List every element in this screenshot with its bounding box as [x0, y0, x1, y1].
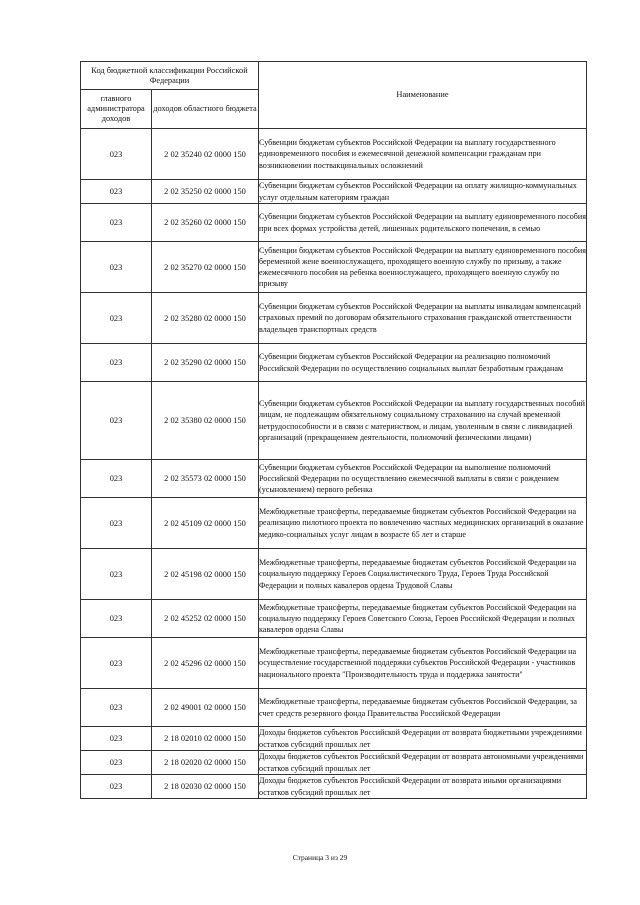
- cell-income-name: Межбюджетные трансферты, передаваемые бюджетам субъектов Российской Федерации на реализацию пилотного проекта по вовлечению частных медицинских организаций в оказание медико-социальных услуг лицам в возрасте 65 лет и старше: [259, 498, 587, 549]
- cell-income-name: Доходы бюджетов субъектов Российской Федерации от возврата бюджетными учреждениями остатков субсидий прошлых лет: [259, 727, 587, 751]
- table-header: [81, 62, 587, 129]
- table-row: [81, 638, 587, 689]
- header-main-administrator: главного администратора доходов: [81, 90, 152, 129]
- table-body: [81, 129, 587, 799]
- cell-income-code: 2 02 35573 02 0000 150: [152, 460, 259, 498]
- cell-administrator-code: 023: [81, 204, 152, 242]
- header-name: Наименование: [259, 62, 587, 129]
- table-row: [81, 242, 587, 293]
- cell-administrator-code: 023: [81, 498, 152, 549]
- cell-income-code: 2 02 45252 02 0000 150: [152, 600, 259, 638]
- table-row: [81, 549, 587, 600]
- table-row: [81, 727, 587, 751]
- cell-income-name: Субвенции бюджетам субъектов Российской Федерации на выполнение полномочий Российской Федерации по осуществлению ежемесячной выплаты в связи с рождением (усыновлением) первого ребенка: [259, 460, 587, 498]
- cell-income-name: Субвенции бюджетам субъектов Российской Федерации на выплату государственного единовременного пособия и ежемесячной денежной компенсации гражданам при возникновении поствакцинальных осложнений: [259, 129, 587, 180]
- table-row: [81, 382, 587, 460]
- cell-income-code: 2 02 35270 02 0000 150: [152, 242, 259, 293]
- header-classification-code: Код бюджетной классификации Российской Федерации: [81, 62, 259, 90]
- cell-administrator-code: 023: [81, 727, 152, 751]
- cell-income-code: 2 18 02020 02 0000 150: [152, 751, 259, 775]
- cell-income-code: 2 02 35260 02 0000 150: [152, 204, 259, 242]
- cell-administrator-code: 023: [81, 638, 152, 689]
- cell-income-name: Субвенции бюджетам субъектов Российской Федерации на выплату государственных пособий лицам, не подлежащим обязательному социальному страхованию на случай временной нетрудоспособности и в связи с материнством, и лицам, уволенным в связи с ликвидацией организаций (прекращением деятельности, полномочий физическими лицами): [259, 382, 587, 460]
- cell-income-code: 2 02 45198 02 0000 150: [152, 549, 259, 600]
- cell-administrator-code: 023: [81, 460, 152, 498]
- cell-income-code: 2 02 35250 02 0000 150: [152, 180, 259, 204]
- cell-administrator-code: 023: [81, 242, 152, 293]
- cell-income-name: Доходы бюджетов субъектов Российской Федерации от возврата иными организациями остатков субсидий прошлых лет: [259, 775, 587, 799]
- header-regional-income: доходов областного бюджета: [152, 90, 259, 129]
- cell-administrator-code: 023: [81, 129, 152, 180]
- table-row: [81, 498, 587, 549]
- table-row: [81, 600, 587, 638]
- cell-administrator-code: 023: [81, 775, 152, 799]
- cell-income-name: Субвенции бюджетам субъектов Российской Федерации на выплату единовременного пособия при всех формах устройства детей, лишенных родительского попечения, в семью: [259, 204, 587, 242]
- cell-income-name: Доходы бюджетов субъектов Российской Федерации от возврата автономными учреждениями остатков субсидий прошлых лет: [259, 751, 587, 775]
- table-row: [81, 180, 587, 204]
- cell-income-code: 2 02 45296 02 0000 150: [152, 638, 259, 689]
- cell-administrator-code: 023: [81, 600, 152, 638]
- cell-administrator-code: 023: [81, 180, 152, 204]
- cell-income-name: Межбюджетные трансферты, передаваемые бюджетам субъектов Российской Федерации, за счет средств резервного фонда Правительства Российской Федерации: [259, 689, 587, 727]
- cell-income-name: Субвенции бюджетам субъектов Российской Федерации на реализацию полномочий Российской Федерации по осуществлению социальных выплат безработным гражданам: [259, 344, 587, 382]
- cell-income-code: 2 02 35290 02 0000 150: [152, 344, 259, 382]
- table-row: [81, 460, 587, 498]
- cell-income-name: Субвенции бюджетам субъектов Российской Федерации на выплаты инвалидам компенсаций страховых премий по договорам обязательного страхования гражданской ответственности владельцев транспортных средств: [259, 293, 587, 344]
- cell-administrator-code: 023: [81, 751, 152, 775]
- cell-income-code: 2 02 35380 02 0000 150: [152, 382, 259, 460]
- table-row: [81, 751, 587, 775]
- cell-income-name: Межбюджетные трансферты, передаваемые бюджетам субъектов Российской Федерации на осуществление государственной поддержки субъектов Российской Федерации - участников национального проекта "Производительность труда и поддержка занятости": [259, 638, 587, 689]
- cell-income-code: 2 02 35280 02 0000 150: [152, 293, 259, 344]
- cell-administrator-code: 023: [81, 293, 152, 344]
- budget-classification-table: [80, 61, 587, 799]
- table-row: [81, 129, 587, 180]
- table-row: [81, 293, 587, 344]
- cell-income-code: 2 18 02030 02 0000 150: [152, 775, 259, 799]
- cell-administrator-code: 023: [81, 382, 152, 460]
- cell-income-code: 2 02 45109 02 0000 150: [152, 498, 259, 549]
- cell-administrator-code: 023: [81, 344, 152, 382]
- cell-administrator-code: 023: [81, 549, 152, 600]
- cell-income-code: 2 02 49001 02 0000 150: [152, 689, 259, 727]
- cell-income-name: Межбюджетные трансферты, передаваемые бюджетам субъектов Российской Федерации на социальную поддержку Героев Советского Союза, Героев Российской Федерации и полных кавалеров ордена Славы: [259, 600, 587, 638]
- cell-income-name: Субвенции бюджетам субъектов Российской Федерации на оплату жилищно-коммунальных услуг отдельным категориям граждан: [259, 180, 587, 204]
- table-row: [81, 344, 587, 382]
- cell-income-code: 2 02 35240 02 0000 150: [152, 129, 259, 180]
- table-row: [81, 204, 587, 242]
- cell-income-name: Межбюджетные трансферты, передаваемые бюджетам субъектов Российской Федерации на социальную поддержку Героев Социалистического Труда, Героев Труда Российской Федерации и полных кавалеров ордена Трудовой Славы: [259, 549, 587, 600]
- cell-income-name: Субвенции бюджетам субъектов Российской Федерации на выплату единовременного пособия беременной жене военнослужащего, проходящего военную службу по призыву, а также ежемесячного пособия на ребенка военнослужащего, проходящего военную службу по призыву: [259, 242, 587, 293]
- cell-income-code: 2 18 02010 02 0000 150: [152, 727, 259, 751]
- cell-administrator-code: 023: [81, 689, 152, 727]
- page-number: Страница 3 из 29: [292, 853, 348, 862]
- table-row: [81, 689, 587, 727]
- table-row: [81, 775, 587, 799]
